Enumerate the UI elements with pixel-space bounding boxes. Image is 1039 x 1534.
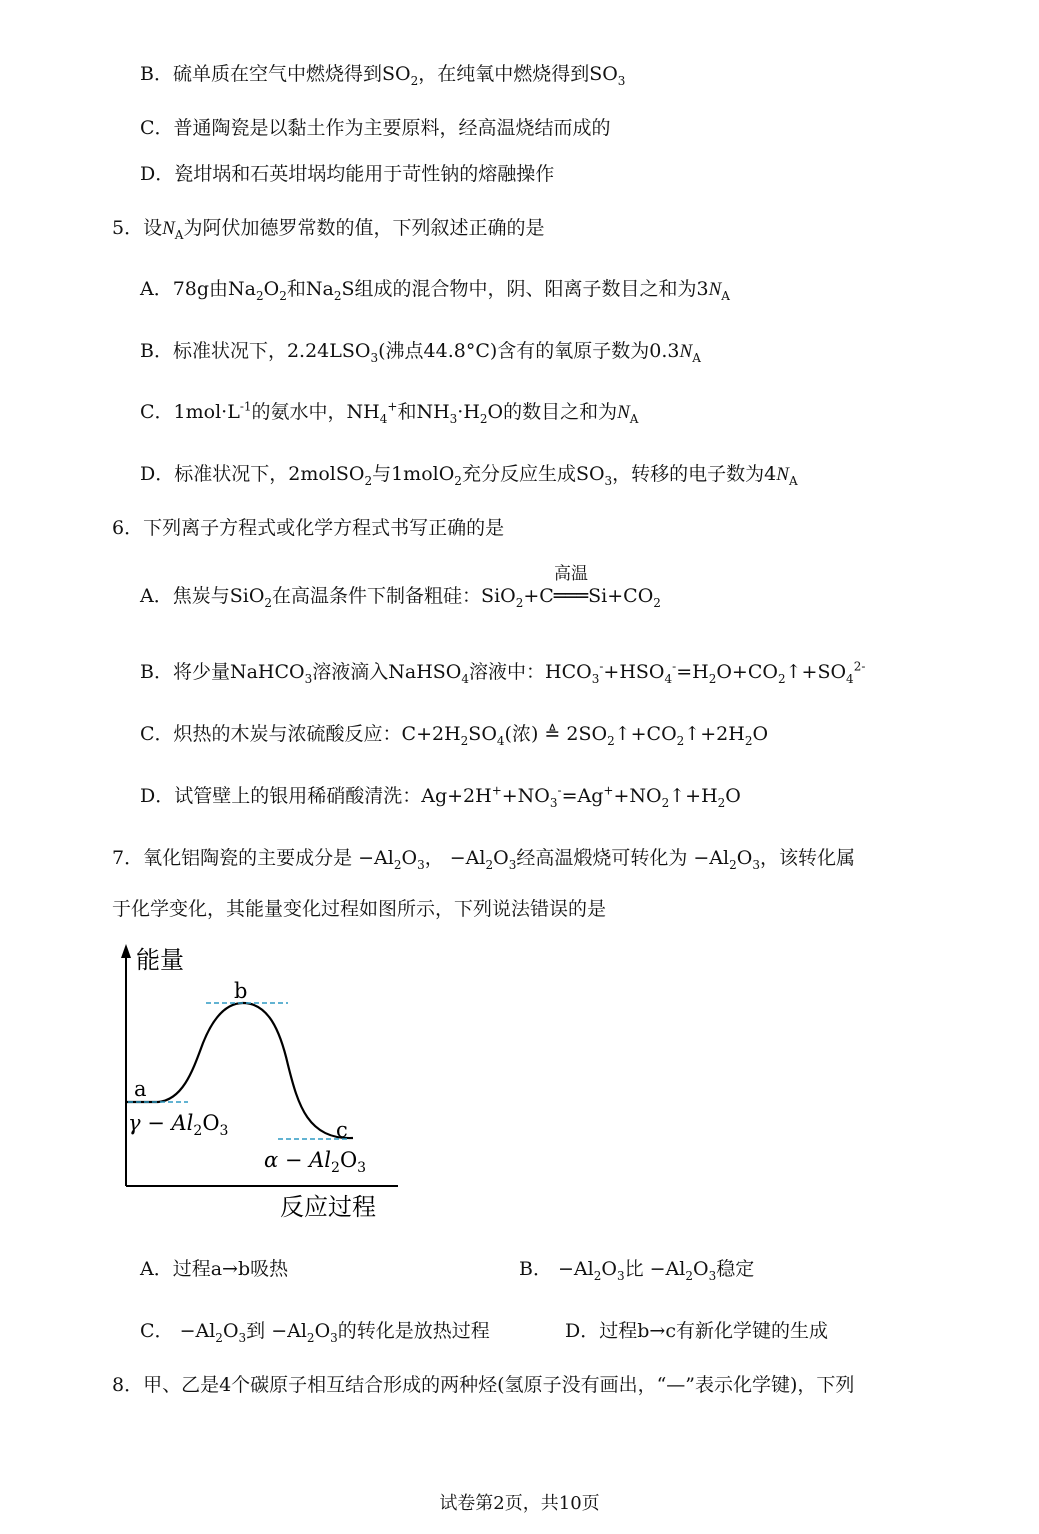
q8-stem: 8．甲、乙是4个碳原子相互结合形成的两种烃(氢原子没有画出，“—”表示化学键)，下列 <box>112 1374 855 1396</box>
q6-option-c: C．炽热的木炭与浓硫酸反应：$C+2H_2SO_4$(浓) ≜ $2SO_2↑+CO_2↑+2H_2O$ <box>140 723 769 748</box>
q7-option-c: C． $-Al_2O_3$到 $-Al_2O_3$的转化是放热过程 <box>140 1320 490 1345</box>
q4-option-b: B．硫单质在空气中燃烧得到$SO_2$，在纯氧中燃烧得到$SO_3$ <box>140 63 626 88</box>
point-b-label: b <box>234 979 248 1003</box>
q5-stem: 5．设$N_A$为阿伏加德罗常数的值，下列叙述正确的是 <box>112 217 545 242</box>
y-axis-arrow <box>121 944 131 958</box>
x-axis-label: 反应过程 <box>280 1193 376 1221</box>
point-c-label: c <box>336 1118 348 1142</box>
y-axis-label: 能量 <box>136 946 184 974</box>
q5-option-c: C．$1mol\cdot L^{-1}$的氨水中，$NH_4^+$和$NH_3\cdot H_2O$的数目之和为$N_A$ <box>140 399 639 426</box>
q6-stem: 6．下列离子方程式或化学方程式书写正确的是 <box>112 517 505 539</box>
q4-option-c: C．普通陶瓷是以黏土作为主要原料，经高温烧结而成的 <box>140 117 611 139</box>
q5-option-d: D．标准状况下，2molSO$_2$与1molO$_2$充分反应生成$SO_3$，转移的电子数为$4N_A$ <box>140 463 798 488</box>
q6-option-d: D．试管壁上的银用稀硝酸清洗：$Ag+2H^++NO_3^-=Ag^++NO_2↑+H_2O$ <box>140 783 741 810</box>
equals-condition: 高温 ═══ <box>553 564 589 607</box>
q5-option-a: A．78g由$Na_2O_2$和$Na_2S$组成的混合物中，阴、阳离子数目之和为$3N_A$ <box>140 278 730 303</box>
gamma-al2o3-label: $\gamma - Al_2O_3$ <box>128 1111 229 1139</box>
page-footer: 试卷第2页，共10页 <box>439 1493 600 1514</box>
point-a-label: a <box>134 1077 147 1101</box>
q6-option-b: B．将少量NaHCO$_3$溶液滴入NaHSO$_4$溶液中：$HCO_3^-+HSO_4^-=H_2O+CO_2↑+SO_4^{2-}$ <box>140 659 866 686</box>
q6-option-a: A．焦炭与SiO$_2$在高温条件下制备粗硅：SiO$_2$+C 高温 $═══Si+CO_2$ <box>140 564 661 610</box>
q7-option-d: D．过程b→c有新化学键的生成 <box>565 1320 828 1342</box>
q7-option-b: B． $-Al_2O_3$比 $-Al_2O_3$稳定 <box>519 1258 755 1283</box>
q7-stem-line1: 7．氧化铝陶瓷的主要成分是 $-Al_2O_3$， $-Al_2O_3$经高温煅烧可转化为 $-Al_2O_3$，该转化属 <box>112 847 855 872</box>
alpha-al2o3-label: $\alpha - Al_2O_3$ <box>264 1148 367 1176</box>
q4-option-d: D．瓷坩埚和石英坩埚均能用于苛性钠的熔融操作 <box>140 163 555 185</box>
q5-option-b: B．标准状况下，$2.24LSO_3$(沸点44.8°C)含有的氧原子数为$0.3N_A$ <box>140 340 701 365</box>
q7-stem-line2: 于化学变化，其能量变化过程如图所示，下列说法错误的是 <box>112 898 607 920</box>
energy-diagram <box>108 940 408 1225</box>
q7-option-a: A．过程a→b吸热 <box>140 1258 289 1280</box>
